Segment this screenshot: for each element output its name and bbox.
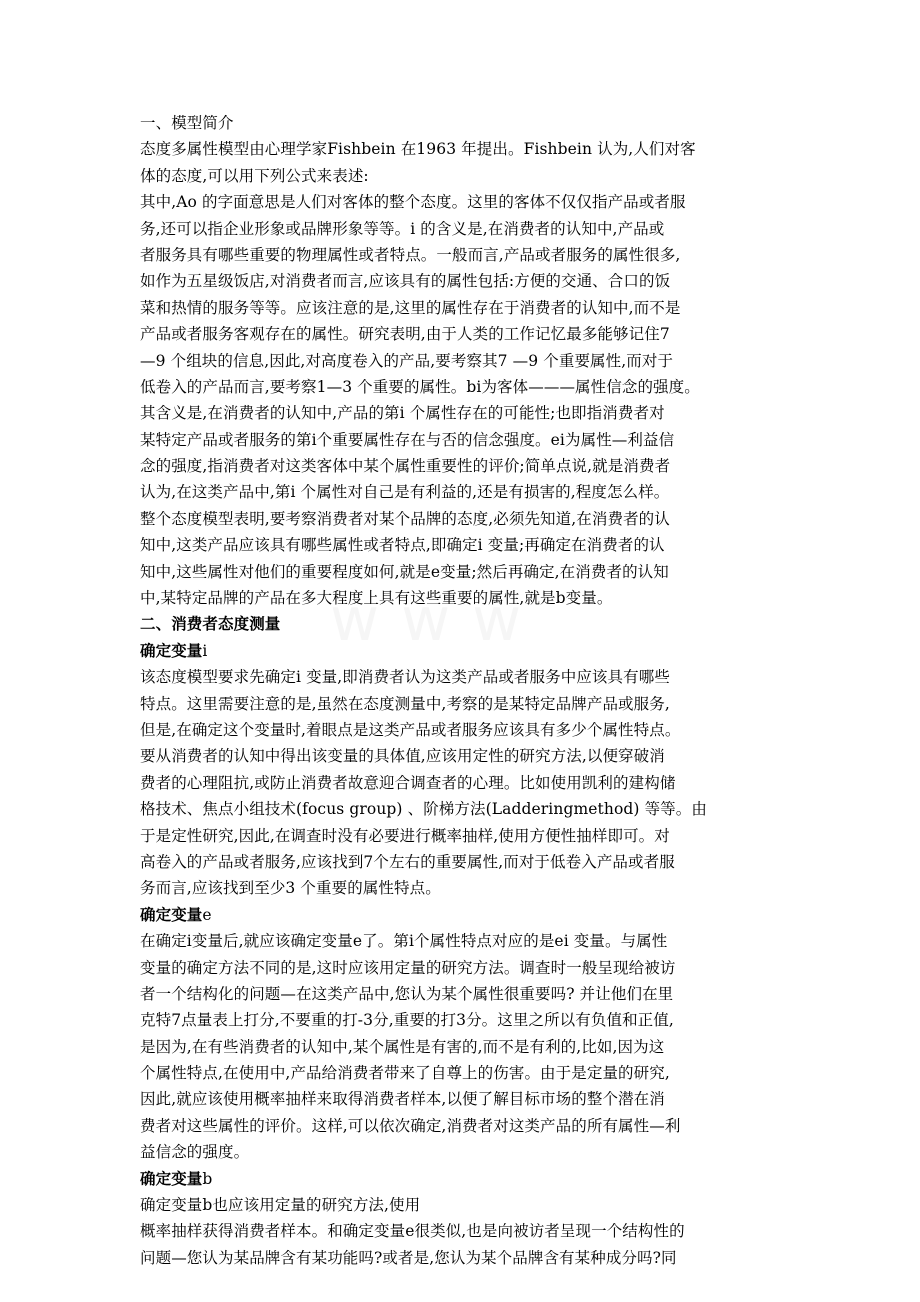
- text-line: 费者对这些属性的评价。这样,可以依次确定,消费者对这类产品的所有属性—利: [140, 1116, 681, 1135]
- text-line: 整个态度模型表明,要考察消费者对某个品牌的态度,必须先知道,在消费者的认: [140, 509, 670, 528]
- text-line: 产品或者服务客观存在的属性。研究表明,由于人类的工作记忆最多能够记住7: [140, 325, 670, 344]
- text-line: 知中,这些属性对他们的重要程度如何,就是e变量;然后再确定,在消费者的认知: [140, 562, 669, 581]
- text-line: 个属性特点,在使用中,产品给消费者带来了自尊上的伤害。由于是定量的研究,: [140, 1064, 670, 1083]
- text-line: 知中,这类产品应该具有哪些属性或者特点,即确定i 变量;再确定在消费者的认: [140, 536, 665, 555]
- text-line: 高卷入的产品或者服务,应该找到7个左右的重要属性,而对于低卷入产品或者服: [140, 852, 675, 871]
- text-line: 费者的心理阻抗,或防止消费者故意迎合调查者的心理。比如使用凯利的建构储: [140, 773, 676, 792]
- text-line: 务而言,应该找到至少3 个重要的属性特点。: [140, 879, 441, 898]
- text-line: 认为,在这类产品中,第i 个属性对自己是有利益的,还是有损害的,程度怎么样。: [140, 483, 670, 502]
- text-line: 问题—您认为某品牌含有某功能吗?或者是,您认为某个品牌含有某种成分吗?同: [140, 1248, 677, 1267]
- text-line: 某特定产品或者服务的第i个重要属性存在与否的信念强度。ei为属性—利益信: [140, 430, 675, 449]
- text-line: 特点。这里需要注意的是,虽然在态度测量中,考察的是某特定品牌产品或服务,: [140, 694, 670, 713]
- text-line: 者服务具有哪些重要的物理属性或者特点。一般而言,产品或者服务的属性很多,: [140, 245, 681, 264]
- subheading-variable: e: [202, 905, 212, 924]
- text-line: 菜和热情的服务等等。应该注意的是,这里的属性存在于消费者的认知中,而不是: [140, 298, 681, 317]
- variable-i-paragraph: [140, 664, 792, 902]
- subheading-text: 确定变量: [140, 641, 203, 660]
- text-line: 其含义是,在消费者的认知中,产品的第i 个属性存在的可能性;也即指消费者对: [140, 404, 665, 423]
- subheading-variable: i: [202, 641, 208, 660]
- subheading-text: 确定变量: [140, 905, 203, 924]
- text-line: 要从消费者的认知中得出该变量的具体值,应该用定性的研究方法,以便穿破消: [140, 747, 665, 766]
- variable-b-paragraph: [140, 1192, 792, 1271]
- text-line: 低卷入的产品而言,要考察1—3 个重要的属性。bi为客体———属性信念的强度。: [140, 377, 700, 396]
- section-title-attitude-measurement: 二、消费者态度测量: [140, 615, 281, 634]
- text-line: —9 个组块的信息,因此,对高度卷入的产品,要考察其7 —9 个重要属性,而对于: [140, 351, 674, 370]
- subheading-determine-variable-i: [140, 638, 792, 664]
- subheading-determine-variable-b: [140, 1166, 792, 1192]
- text-line: 确定变量b也应该用定量的研究方法,使用: [140, 1196, 421, 1215]
- text-line: 克特7点量表上打分,不要重的打-3分,重要的打3分。这里之所以有负值和正值,: [140, 1011, 674, 1030]
- text-line: 格技术、焦点小组技术(focus group) 、阶梯方法(Ladderingmethod) 等等。由: [140, 800, 707, 819]
- text-line: 念的强度,指消费者对这类客体中某个属性重要性的评价;简单点说,就是消费者: [140, 457, 671, 476]
- text-line: 体的态度,可以用下列公式来表述:: [140, 166, 369, 185]
- text-line: 如作为五星级饭店,对消费者而言,应该具有的属性包括:方便的交通、合口的饭: [140, 272, 671, 291]
- text-line: 者一个结构化的问题—在这类产品中,您认为某个属性很重要吗? 并让他们在里: [140, 984, 674, 1003]
- text-line: 益信念的强度。: [140, 1143, 250, 1162]
- section-title-model-intro: 一、模型简介: [140, 114, 234, 132]
- text-line: 因此,就应该使用概率抽样来取得消费者样本,以便了解目标市场的整个潜在消: [140, 1090, 665, 1109]
- text-line: 态度多属性模型由心理学家Fishbein 在1963 年提出。Fishbein 认为,人们对客: [140, 140, 696, 159]
- text-line: 该态度模型要求先确定i 变量,即消费者认为这类产品或者服务中应该具有哪些: [140, 668, 670, 687]
- text-line: 概率抽样获得消费者样本。和确定变量e很类似,也是向被访者呈现一个结构性的: [140, 1222, 685, 1241]
- text-line: 务,还可以指企业形象或品牌形象等等。i 的含义是,在消费者的认知中,产品或: [140, 219, 665, 238]
- document-page: [140, 110, 792, 1271]
- subheading-determine-variable-e: [140, 902, 792, 928]
- variable-e-paragraph: [140, 928, 792, 1166]
- model-intro-paragraph: [140, 136, 792, 611]
- subheading-text: 确定变量: [140, 1169, 203, 1188]
- text-line: 在确定i变量后,就应该确定变量e了。第i个属性特点对应的是ei 变量。与属性: [140, 932, 668, 951]
- text-line: 于是定性研究,因此,在调查时没有必要进行概率抽样,使用方便性抽样即可。对: [140, 826, 670, 845]
- text-line: 是因为,在有些消费者的认知中,某个属性是有害的,而不是有利的,比如,因为这: [140, 1037, 665, 1056]
- text-line: 变量的确定方法不同的是,这时应该用定量的研究方法。调查时一般呈现给被访: [140, 958, 676, 977]
- text-line: 但是,在确定这个变量时,着眼点是这类产品或者服务应该具有多少个属性特点。: [140, 720, 681, 739]
- subheading-variable: b: [202, 1169, 213, 1188]
- text-line: 中,某特定品牌的产品在多大程度上具有这些重要的属性,就是b变量。: [140, 589, 613, 608]
- text-line: 其中,Ao 的字面意思是人们对客体的整个态度。这里的客体不仅仅指产品或者服: [140, 193, 686, 212]
